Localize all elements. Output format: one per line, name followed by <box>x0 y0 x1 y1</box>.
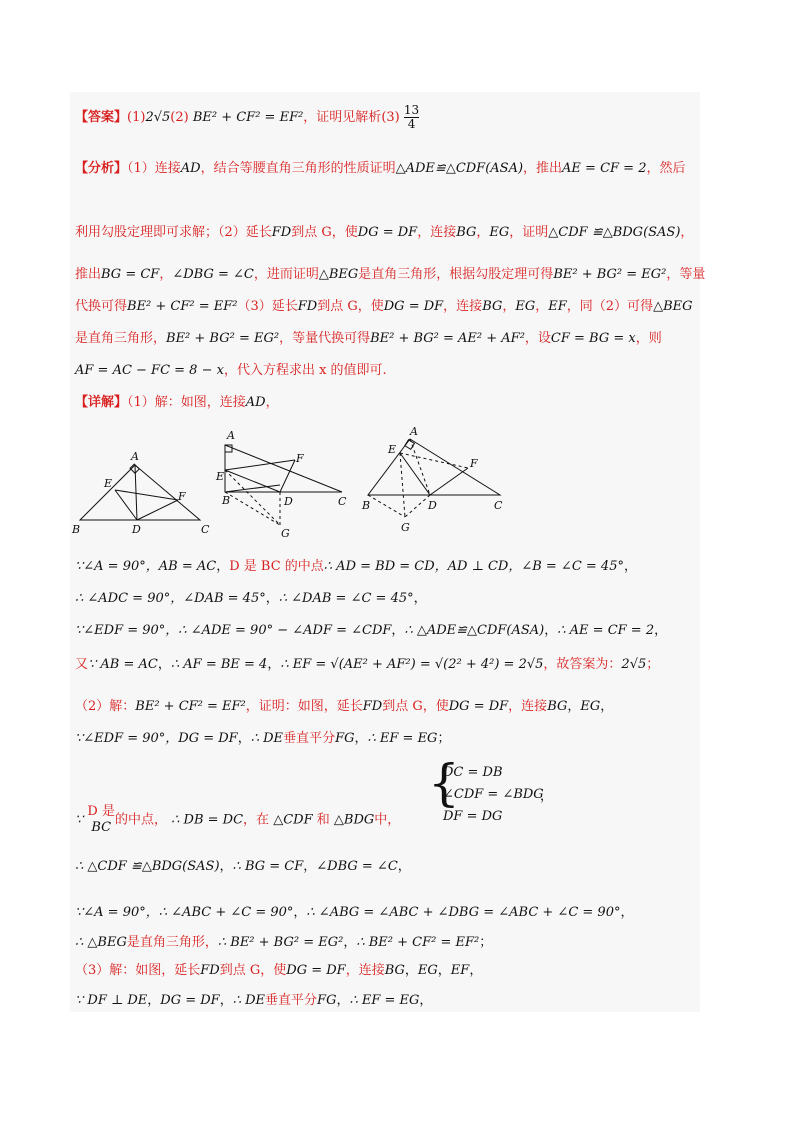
step-line-9 <box>75 904 634 922</box>
math: DG = DF <box>383 299 444 314</box>
text: ， <box>680 225 694 240</box>
math: ∴ △ADE≌△CDF(ASA) <box>404 623 545 638</box>
math: BG <box>547 699 568 714</box>
text: 是直角三角形， <box>75 331 167 346</box>
fig1-label-F: F <box>178 490 186 503</box>
math: ∴ ∠ADC = 90°， <box>75 591 184 606</box>
step-line-11 <box>75 962 482 980</box>
text: 中， <box>374 812 401 828</box>
text: ， <box>265 395 279 410</box>
text: ， <box>303 859 317 874</box>
fig3-label-C: C <box>494 499 503 512</box>
detail-tag: 【详解】 <box>75 395 128 410</box>
math: ∠DAB = 45° <box>183 591 266 606</box>
text: ， <box>600 699 614 714</box>
text: D 是 BC 的中点 <box>229 559 324 574</box>
math: BG = CF <box>101 267 160 282</box>
math: ∴ DE <box>250 731 284 746</box>
math: ∵∠EDF = 90°， <box>75 731 179 746</box>
text: ， <box>404 963 418 978</box>
fig2-label-B: B <box>222 494 231 507</box>
text: ，设 <box>524 331 551 346</box>
math: ∴ △CDF ≌△BDG(SAS) <box>75 859 220 874</box>
text: ， <box>413 591 427 606</box>
text: ， <box>567 699 581 714</box>
text: ，则 <box>635 331 662 346</box>
system-row-2: ∠CDF = ∠BDG <box>443 787 544 802</box>
text: ，同（2）可得 <box>566 299 654 314</box>
analysis-line-4 <box>75 298 693 316</box>
math: ∴ EF = √(AE² + AF²) = √(2² + 4²) = 2√5 <box>280 657 544 672</box>
math: △CDF <box>273 812 313 828</box>
text: ， <box>336 993 350 1008</box>
text: ， <box>620 905 634 920</box>
step-line-8 <box>75 858 411 876</box>
system-end: ， <box>540 789 554 804</box>
math: BE² + BG² = EG² <box>166 331 280 346</box>
step-line-10 <box>75 934 492 952</box>
text: ，连接 <box>443 299 483 314</box>
math: DG = DF <box>286 963 346 978</box>
text: 推出 <box>75 267 102 282</box>
math: BG <box>384 963 405 978</box>
figure-2-labels <box>215 429 347 540</box>
text: 的中点， <box>114 812 167 828</box>
d-midpoint-stack <box>87 804 115 836</box>
math: ∵ AB = AC <box>88 657 158 672</box>
fig1-line-DF <box>137 500 178 520</box>
text: ， <box>219 993 233 1008</box>
math: BE² + CF² = EF² <box>127 299 238 314</box>
math: ∴ BE² + CF² = EF² <box>356 935 480 950</box>
text: ，连接 <box>508 699 548 714</box>
congruence-system <box>443 762 544 828</box>
text: 到点 G，使 <box>317 299 384 314</box>
analysis-line-3 <box>75 266 705 284</box>
fig1-label-C: C <box>201 523 210 536</box>
text: ， <box>219 859 233 874</box>
math: FD <box>200 963 220 978</box>
step-line-2 <box>75 590 427 608</box>
math: BE² + BG² = AE² + AF² <box>370 331 525 346</box>
math: ∴ DB = DC <box>171 812 244 828</box>
fig1-line-EF <box>115 490 178 500</box>
text: 垂直平分 <box>283 731 336 746</box>
text: ， <box>343 935 357 950</box>
text: ， <box>419 993 433 1008</box>
fraction-denominator: 4 <box>407 117 416 131</box>
answer-tag: 【答案】 <box>75 110 128 125</box>
text: ，推出 <box>523 161 563 176</box>
answer-part3-fraction <box>404 104 419 131</box>
text: 代换可得 <box>75 299 128 314</box>
text: ，等量 <box>666 267 706 282</box>
system-brace: { <box>428 754 460 812</box>
math: △ADE≌△CDF(ASA) <box>395 161 524 176</box>
text: ，在 <box>243 812 270 828</box>
text: 到点 G，使 <box>219 963 287 978</box>
math: BE² + BG² = EG² <box>553 267 667 282</box>
fig3-line-BG <box>368 495 405 517</box>
figure-3-labels <box>361 425 503 534</box>
math: DG = DF <box>178 731 238 746</box>
text: 是直角三角形，根据勾股定理可得 <box>358 267 554 282</box>
math: EG <box>580 699 601 714</box>
text: ， <box>147 993 161 1008</box>
math: ∴ EF = EG <box>349 993 420 1008</box>
fig1-line-ED <box>115 490 137 520</box>
fig2-label-E: E <box>216 470 225 483</box>
text: ， <box>267 657 281 672</box>
math: ∴ BG = CF <box>232 859 304 874</box>
text: ，连接 <box>345 963 385 978</box>
step-line-6 <box>75 730 450 748</box>
text: ， <box>159 267 173 282</box>
text: ，故答案为： <box>543 657 622 672</box>
math: △BEG <box>653 299 693 314</box>
geometry-figures <box>70 425 510 545</box>
text: ，然后 <box>646 161 686 176</box>
text: ， <box>535 299 549 314</box>
fig2-label-F: F <box>296 452 304 465</box>
math: AB = AC <box>158 559 217 574</box>
text: ， <box>354 731 368 746</box>
answer-part2-note: ，证明见解析 <box>303 110 382 125</box>
text: D 是 <box>87 804 115 819</box>
math: DG = DF <box>160 993 220 1008</box>
figure-2 <box>225 445 342 525</box>
math: AF = AC − FC = 8 − x <box>75 363 224 378</box>
fraction-numerator: 13 <box>403 103 420 117</box>
text: ， <box>502 299 516 314</box>
text: ， <box>237 731 251 746</box>
system-row-3: DF = DG <box>443 809 503 824</box>
analysis-line-5 <box>75 330 662 348</box>
math: EF <box>548 299 567 314</box>
math: DG = DF <box>448 699 509 714</box>
analysis-line-1 <box>75 160 686 178</box>
math: EG <box>489 225 510 240</box>
math: BE² + CF² = EF² <box>135 699 246 714</box>
analysis-line-2 <box>75 224 693 242</box>
fig1-label-E: E <box>104 477 113 490</box>
text: ， <box>623 559 637 574</box>
answer-part1-value: 2√5 <box>145 110 171 125</box>
text: （3）解：如图，延长 <box>75 963 201 978</box>
fig3-label-D: D <box>428 499 437 512</box>
text: ， <box>544 623 558 638</box>
answer-part1-label: (1) <box>127 110 146 125</box>
fig3-line-DG <box>405 495 430 517</box>
math: FG <box>335 731 355 746</box>
text: （1）解：如图，连接 <box>127 395 246 410</box>
fig3-line-DF <box>430 468 468 495</box>
text: ； <box>479 935 493 950</box>
math: BG <box>482 299 503 314</box>
math: EG <box>417 963 438 978</box>
math: ∴ AF = BE = 4 <box>170 657 268 672</box>
math: 2√5 <box>621 657 647 672</box>
math: BC <box>91 820 112 835</box>
answer-part2-label: (2) <box>170 110 189 125</box>
math: ∴ ∠DAB = ∠C = 45° <box>278 591 414 606</box>
step-line-7 <box>75 804 400 836</box>
analysis-line-6 <box>75 362 387 380</box>
text: ，证明 <box>509 225 549 240</box>
text: ； <box>646 657 660 672</box>
answer-line <box>75 104 419 131</box>
text: ， <box>469 963 483 978</box>
figure-1-labels <box>71 450 210 536</box>
step-line-1 <box>75 558 637 576</box>
fig2-label-D: D <box>284 495 293 508</box>
fig2-line-EG <box>225 470 280 525</box>
math: FD <box>362 699 383 714</box>
text: ， <box>293 905 307 920</box>
text: ， <box>654 623 668 638</box>
text: ， <box>391 623 405 638</box>
fig2-label-A: A <box>227 429 235 442</box>
fig3-line-EG <box>400 453 405 517</box>
math: FG <box>317 993 337 1008</box>
math: FD <box>297 299 318 314</box>
math: △BEG <box>318 267 359 282</box>
text: ， <box>437 963 451 978</box>
math: ∴ ∠ABC + ∠C = 90° <box>158 905 294 920</box>
math: ∵∠A = 90°， <box>75 559 159 574</box>
text: ，连接 <box>417 225 457 240</box>
text: 利用勾股定理即可求解；（2）延长 <box>75 225 272 240</box>
fig3-label-B: B <box>362 499 371 512</box>
math: ∴ △BEG <box>75 935 127 950</box>
fig2-line-FD <box>280 460 295 492</box>
math: △CDF ≌△BDG(SAS) <box>548 225 681 240</box>
math: ∴ AD = BD = CD，AD ⊥ CD，∠B = ∠C = 45° <box>323 559 624 574</box>
fig2-label-C: C <box>338 495 347 508</box>
step-line-5 <box>75 698 613 716</box>
fig1-label-A: A <box>131 450 139 463</box>
fig3-label-A: A <box>410 425 418 438</box>
math: ∵ DF ⊥ DE <box>75 993 148 1008</box>
math: ∴ DE <box>232 993 266 1008</box>
analysis-tag: 【分析】 <box>75 161 128 176</box>
math: △BDG <box>333 812 375 828</box>
step-line-3 <box>75 622 667 640</box>
text: ，等量代换可得 <box>279 331 371 346</box>
math: AD <box>180 161 201 176</box>
text: ，进而证明 <box>253 267 319 282</box>
math: ∴ BE² + BG² = EG² <box>217 935 344 950</box>
text: ，代入方程求出 x 的值即可. <box>223 363 387 378</box>
text: 和 <box>316 812 330 828</box>
text: ， <box>216 559 230 574</box>
detail-line <box>75 394 279 412</box>
math: ∠DBG = ∠C <box>172 267 254 282</box>
fig2-label-G: G <box>281 527 290 540</box>
fig3-line-AD <box>410 439 430 495</box>
fig3-label-E: E <box>388 443 397 456</box>
math: ∠DBG = ∠C <box>316 859 398 874</box>
text: （2）解： <box>75 699 136 714</box>
math: EG <box>515 299 536 314</box>
math: CF = BG = x <box>550 331 636 346</box>
math: ∴ ∠ABG = ∠ABC + ∠DBG = ∠ABC + ∠C = 90° <box>306 905 621 920</box>
text: ； <box>437 731 451 746</box>
step-line-12 <box>75 992 432 1010</box>
fig3-line-EF <box>400 453 468 468</box>
math: EF <box>450 963 470 978</box>
text: ， <box>397 859 411 874</box>
step-line-4 <box>75 656 659 674</box>
math: ∴ AE = CF = 2 <box>557 623 655 638</box>
fig3-label-F: F <box>470 457 478 470</box>
system-row-1: DC = DB <box>443 765 503 780</box>
math: BG <box>456 225 477 240</box>
text: 垂直平分 <box>265 993 318 1008</box>
text: （1）连接 <box>127 161 181 176</box>
text: ， <box>157 657 171 672</box>
math: DG = DF <box>357 225 418 240</box>
math: AD <box>245 395 266 410</box>
math: ∵∠EDF = 90°， <box>75 623 179 638</box>
fig1-label-D: D <box>132 523 141 536</box>
math: ∵ <box>75 812 84 828</box>
text: 又 <box>75 657 89 672</box>
text: 到点 G，使 <box>382 699 449 714</box>
fig1-label-B: B <box>72 523 81 536</box>
text: ，结合等腰直角三角形的性质证明 <box>200 161 396 176</box>
text: ， <box>265 591 279 606</box>
fig3-line-ED <box>400 453 430 495</box>
math: FD <box>271 225 292 240</box>
text: （3）延长 <box>237 299 298 314</box>
text: ，证明：如图，延长 <box>245 699 363 714</box>
text: 是直角三角形， <box>126 935 218 950</box>
math: ∵∠A = 90°， <box>75 905 159 920</box>
answer-part2-value: BE² + CF² = EF² <box>192 110 304 125</box>
fig3-label-G: G <box>401 521 410 534</box>
answer-part3-label: (3) <box>381 110 400 125</box>
text: ， <box>476 225 490 240</box>
text: 到点 G，使 <box>291 225 358 240</box>
math: ∴ ∠ADE = 90° − ∠ADF = ∠CDF <box>178 623 392 638</box>
math: ∴ EF = EG <box>367 731 438 746</box>
math: AE = CF = 2 <box>562 161 647 176</box>
